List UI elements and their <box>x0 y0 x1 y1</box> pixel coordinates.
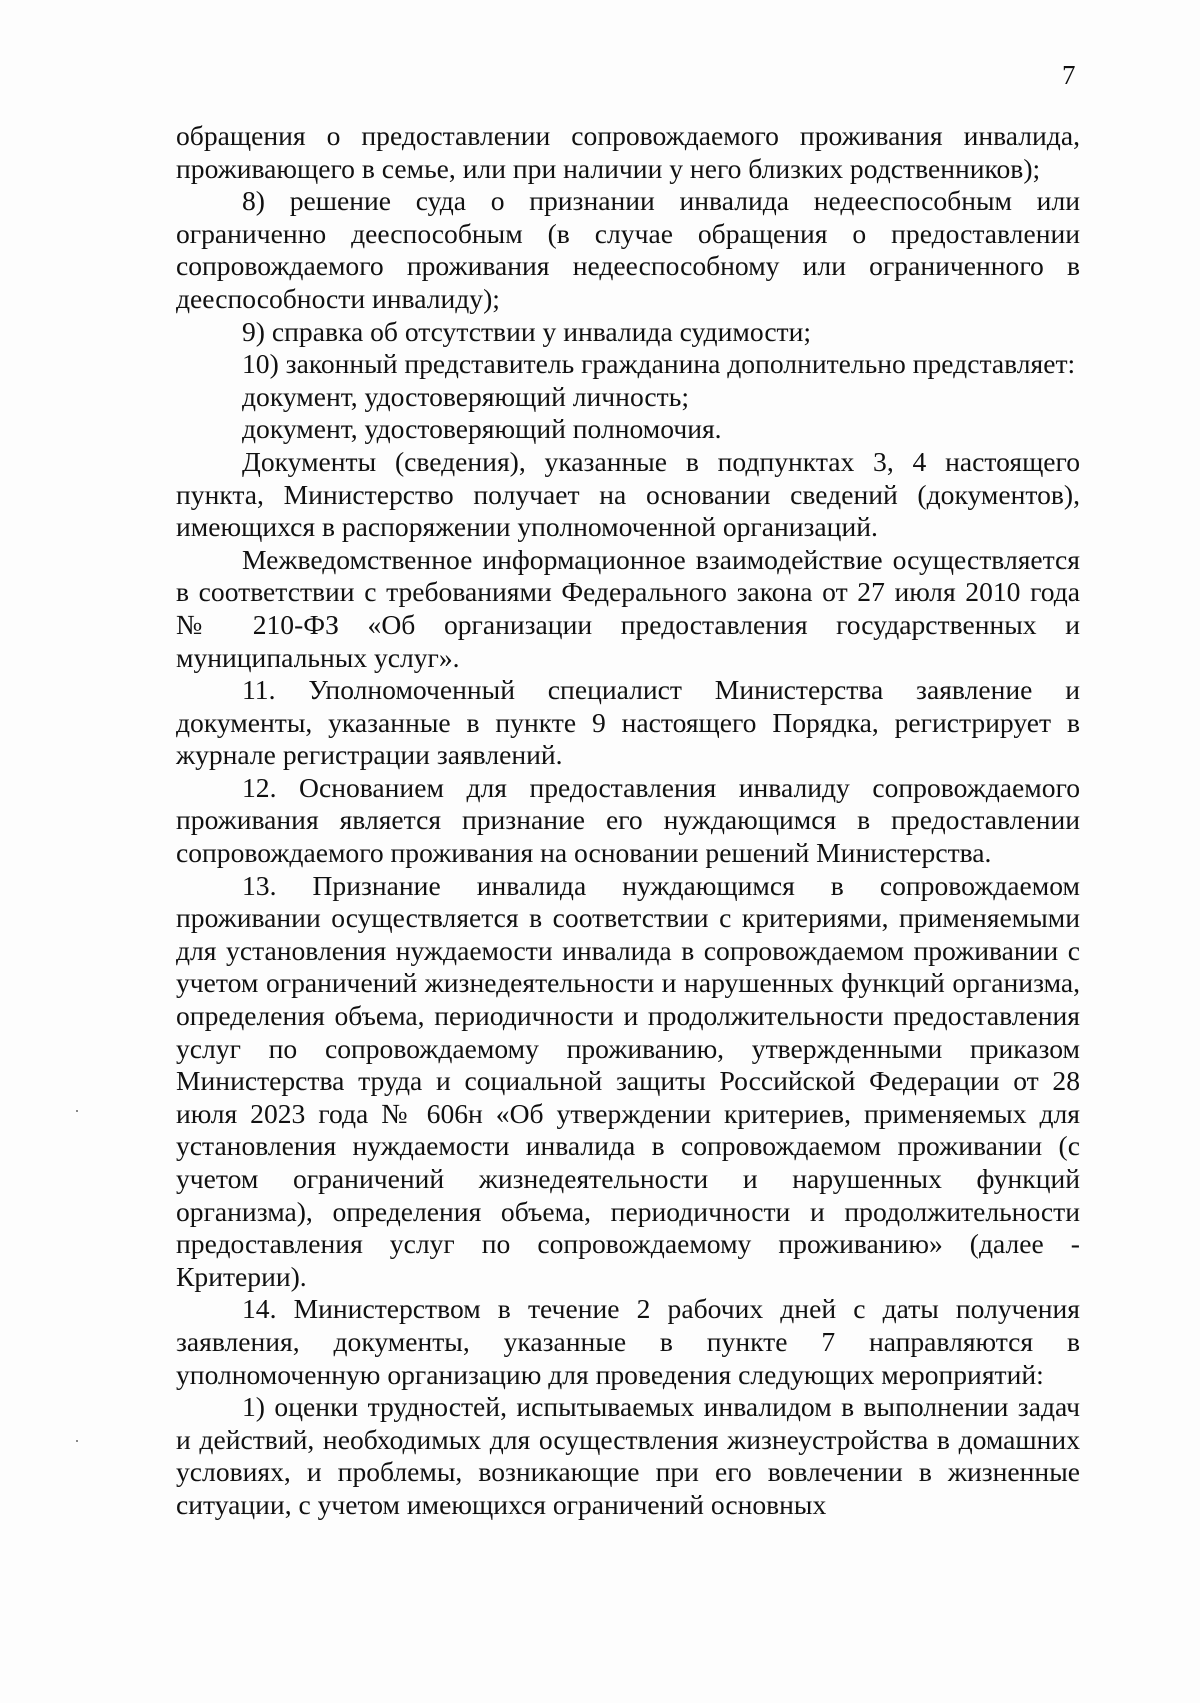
paragraph-clause-11: 11. Уполномоченный специалист Министерства заявление и документы, указанные в пункте 9 настоящего Порядка, регистрирует в журнале регистрации заявлений. <box>176 674 1080 771</box>
paragraph-item-9: 9) справка об отсутствии у инвалида судимости; <box>242 315 812 347</box>
paragraph-item-10: 10) законный представитель гражданина дополнительно представляет: <box>242 348 1076 380</box>
paragraph-authority-document: документ, удостоверяющий полномочия. <box>242 413 722 445</box>
paragraph-clause-13: 13. Признание инвалида нуждающимся в сопровождаемом проживании осуществляется в соответствии с критериями, применяемыми для установления нуждаемости инвалида в сопровождаемом проживании с учетом ограничений жизнедеятельности и нарушенных функций организма, определения объема, периодичности и продолжительности предоставления услуг по сопровождаемому проживанию, утвержденными приказом Министерства труда и социальной защиты Российской Федерации от 28 июля 2023 года № 606н «Об утверждении критериев, применяемых для установления нуждаемости инвалида в сопровождаемом проживании (с учетом ограничений жизнедеятельности и нарушенных функций организма), определения объема, периодичности и продолжительности предоставления услуг по сопровождаемому проживанию» (далее - Критерии). <box>176 869 1080 1292</box>
paragraph-continuation: обращения о предоставлении сопровождаемого проживания инвалида, проживающего в семье, или при наличии у него близких родственников); <box>176 120 1080 184</box>
paragraph-clause-14: 14. Министерством в течение 2 рабочих дней с даты получения заявления, документы, указанные в пункте 7 направляются в уполномоченную организацию для проведения следующих мероприятий: <box>176 1293 1080 1390</box>
paragraph-documents-received: Документы (сведения), указанные в подпунктах 3, 4 настоящего пункта, Министерство получает на основании сведений (документов), имеющихся в распоряжении уполномоченной организаций. <box>176 445 1080 543</box>
scan-speck <box>76 1440 78 1442</box>
document-body <box>176 120 1080 1522</box>
paragraph-identity-document: документ, удостоверяющий личность; <box>242 380 689 412</box>
page-number: 7 <box>1062 60 1076 90</box>
paragraph-subitem-1: 1) оценки трудностей, испытываемых инвалидом в выполнении задач и действий, необходимых для осуществления жизнеустройства в домашних условиях, и проблемы, возникающие при его вовлечении в жизненные ситуации, с учетом имеющихся ограничений основных <box>176 1391 1080 1520</box>
paragraph-interagency: Межведомственное информационное взаимодействие осуществляется в соответствии с требованиями Федерального закона от 27 июля 2010 года № 210-ФЗ «Об организации предоставления государственных и муниципальных услуг». <box>176 543 1080 673</box>
paragraph-clause-12: 12. Основанием для предоставления инвалиду сопровождаемого проживания является признание его нуждающимся в предоставлении сопровождаемого проживания на основании решений Министерства. <box>176 771 1080 869</box>
scan-speck <box>76 1110 78 1112</box>
paragraph-item-8: 8) решение суда о признании инвалида недееспособным или ограниченно дееспособным (в случае обращения о предоставлении сопровождаемого проживания недееспособному или ограниченного в дееспособности инвалиду); <box>176 185 1080 314</box>
